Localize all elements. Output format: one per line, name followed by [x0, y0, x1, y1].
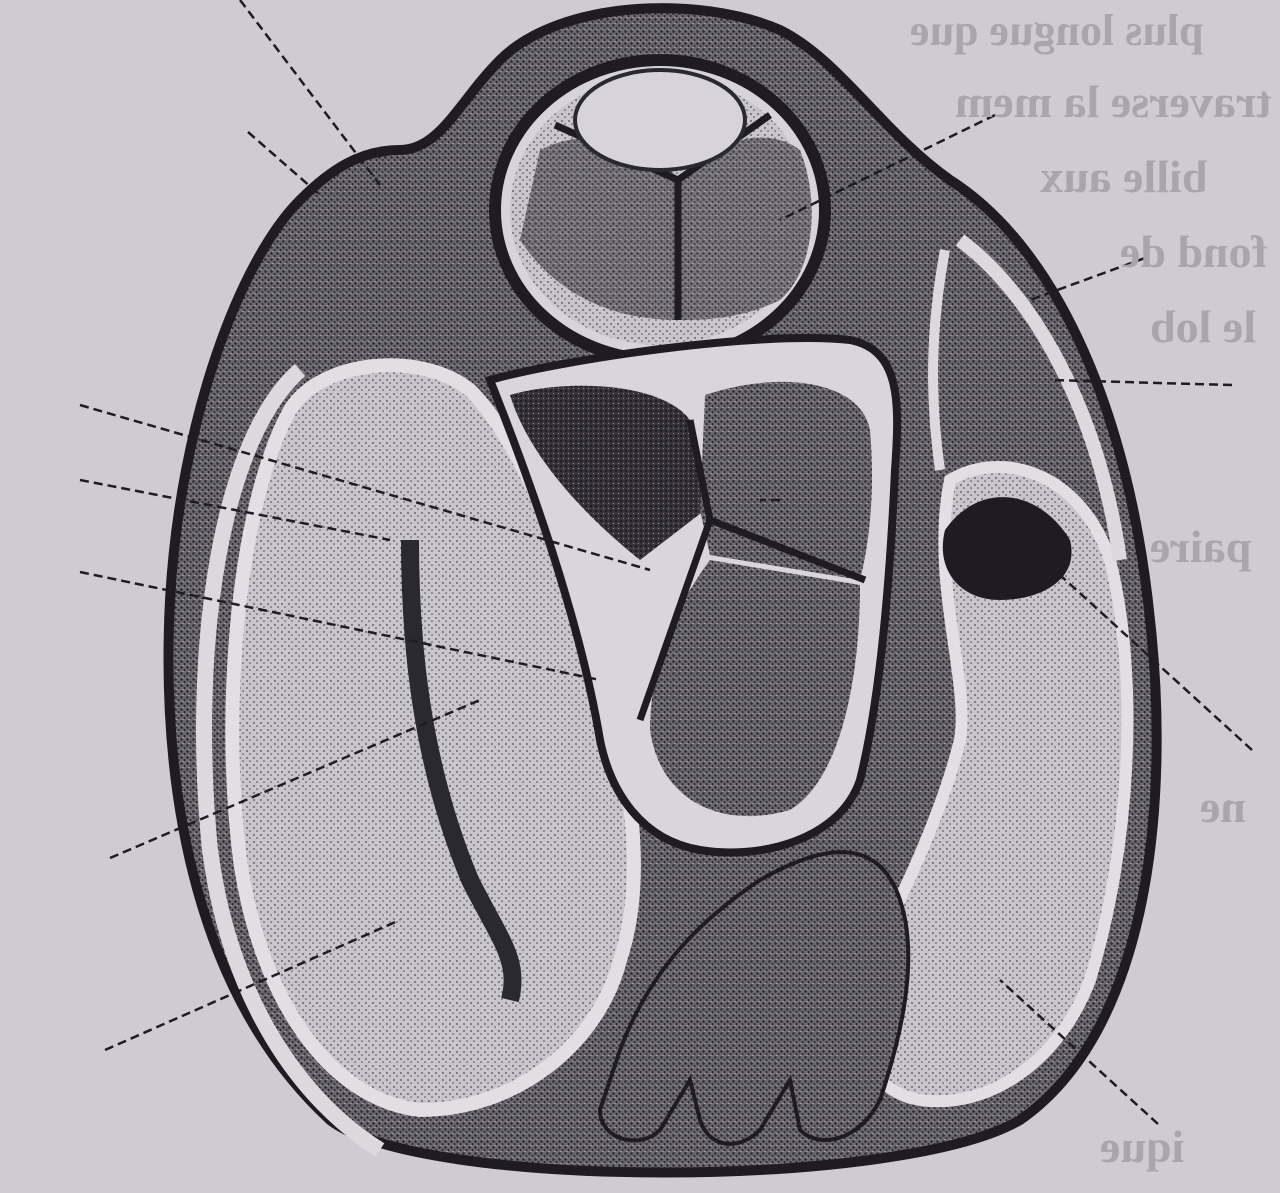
bleed-text-2: traverse la mem [955, 76, 1272, 127]
bleed-text-5: le lob [1150, 301, 1257, 352]
bleed-text-4: fond de [1120, 226, 1267, 277]
leader-line-1 [240, 0, 380, 185]
bleed-text-6: paire [1150, 521, 1252, 572]
aortic-cusp-posterior [575, 70, 745, 170]
bleed-text-1: plus longue que [910, 6, 1204, 55]
bleed-text-3: bille aux [1040, 151, 1208, 202]
bleed-text-8: ique [1100, 1121, 1185, 1172]
bleed-text-7: ne [1200, 781, 1246, 832]
